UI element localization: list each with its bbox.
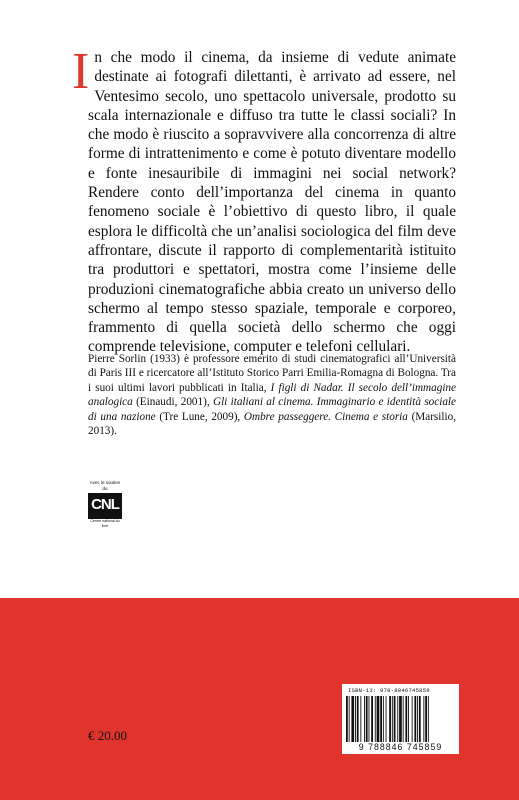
cnl-logo-mark: CNL: [88, 493, 122, 519]
cnl-logo-subcaption: Centre national du livre: [90, 519, 120, 528]
barcode-icon: [346, 696, 455, 742]
bio-text-1: Pierre Sorlin (1933) è professore emerito di studi cinematografici all’Università di Paris III e ricercatore all’Istituto Storico Parri Emilia-Romagna di Bologna. Tra i suoi ultimi lavori pubblicati in Italia,: [88, 353, 456, 394]
barcode-panel: [342, 684, 459, 754]
bio-text-2: (Einaudi, 2001),: [132, 396, 213, 409]
price-label: € 20.00: [88, 728, 127, 743]
author-bio: [88, 352, 456, 438]
cnl-logo: [88, 480, 122, 528]
drop-cap: I: [72, 43, 90, 100]
bio-book-title-3: Ombre passeggere. Cinema e storia: [243, 410, 408, 423]
bio-text-4: (Marsilio, 2013).: [88, 410, 457, 438]
back-cover-blurb: [72, 43, 456, 357]
bio-book-title-2: Gli italiani al cinema. Immaginario e identità sociale di una nazione: [88, 396, 457, 423]
blurb-text: n che modo il cinema, da insieme di vedute animate destinate ai fotografi dilettanti, è arrivato ad essere, nel Ventesimo secolo, uno spettacolo universale, prodotto su scala internazionale e diffuso tra tutte le classi sociali? In che modo è riuscito a sopravvivere alla concorrenza di altre forme di intrattenimento e come è potuto diventare modello e fonte inesauribile di immagini nei social network? Rendere conto dell’importanza del cinema in quanto fenomeno sociale è l’obiettivo di questo libro, il quale esplora le difficoltà che un’analisi sociologica del film deve affrontare, discute il rapporto di complementarità istituito tra produttori e spettatori, mostra come l’insieme delle produzioni cinematografiche abbia creato un universo dello schermo al tempo stesso spaziale, temporale e corporeo, frammento di quella società dello schermo che oggi comprende televisione, computer e telefoni cellulari.: [88, 49, 456, 356]
cnl-logo-caption: Avec le soutien du: [89, 480, 121, 491]
barcode-digits: 9 788846 745859: [358, 742, 443, 752]
bio-text-3: (Tre Lune, 2009),: [155, 410, 244, 423]
isbn-label: ISBN-13: 978-8846745859: [348, 687, 430, 694]
bio-book-title-1: I figli di Nadar. Il secolo dell’immagine analogica: [88, 381, 456, 409]
